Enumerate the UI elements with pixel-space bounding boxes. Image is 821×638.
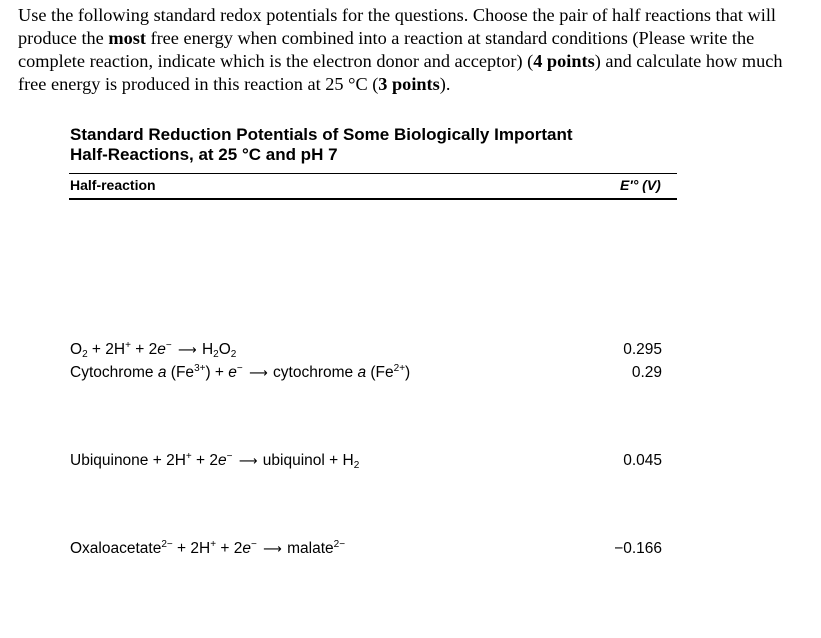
table-title-line2: Half-Reactions, at 25 °C and pH 7 [70,145,338,164]
question-bold-most: most [108,28,146,48]
question-part3: ) and calculate how much free energy is produced in this reaction at 25 °C ( [18,51,783,94]
question-part4: ). [439,74,451,94]
table-title-line1: Standard Reduction Potentials of Some Biologically Important [70,125,573,144]
potential-value: 0.295 [623,341,662,358]
table-top-rule [69,173,677,174]
table-row: Ubiquinone + 2H+ + 2e− ⟶ ubiquinol + $H_2$ [70,451,360,471]
question-bold-points-a: 4 points [533,51,595,71]
table-row: $O_2 + 2H^+ + 2e^-$ ⟶ $H_2O_2$ [70,340,237,360]
table-row: Oxaloacetate$^{2-}$ + 2H+ + 2e− ⟶ malate$^{2-}$ [70,539,346,557]
table-row: Cytochrome a $(Fe^{3+}) + e^-$ ⟶ cytochrome a $(Fe^{2+})$ [70,363,411,381]
question-part2: free energy when combined into a reaction at standard conditions (Please write the complete reaction, indicate which is the electron donor and acceptor) ( [18,28,755,71]
question-text [18,4,808,96]
table-title [70,125,670,165]
question-bold-points-b: 3 points [378,74,440,94]
potential-value: 0.045 [623,452,662,469]
question-part1: Use the following standard redox potentials for the questions. Choose the pair of half reactions that will produce the [18,5,776,48]
potential-value: 0.29 [631,364,662,381]
table-header-rule [69,198,677,200]
column-header-potential: E′° (V) [620,177,661,193]
column-header-reaction: Half-reaction [70,177,156,193]
potential-value: −0.166 [614,540,662,557]
